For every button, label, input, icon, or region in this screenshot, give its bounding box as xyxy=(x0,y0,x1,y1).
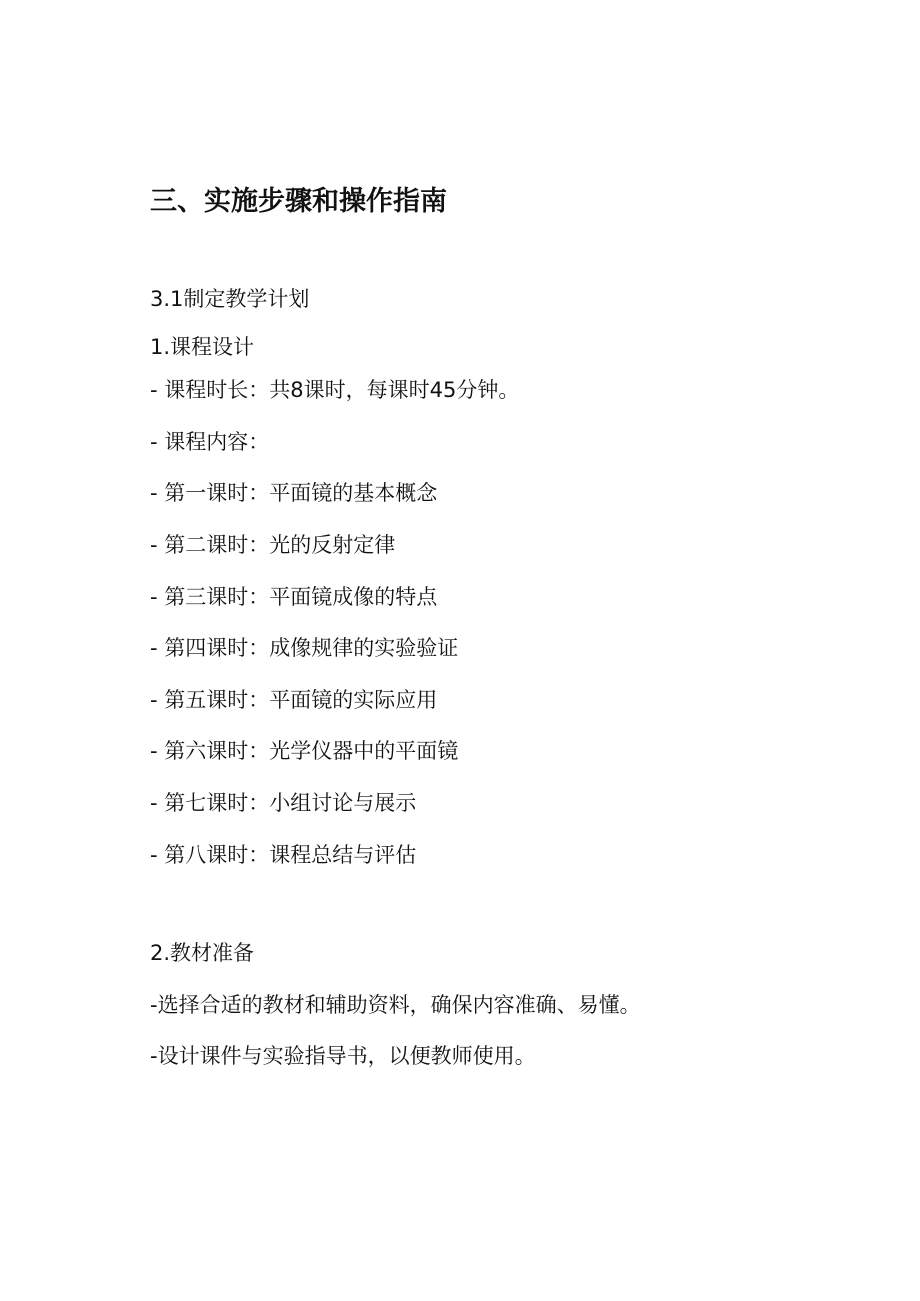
part2-heading: 2.教材准备 xyxy=(150,941,255,965)
lesson-item: - 第四课时：成像规律的实验验证 xyxy=(150,636,459,660)
lesson-item: - 第一课时：平面镜的基本概念 xyxy=(150,481,438,505)
section-title: 三、实施步骤和操作指南 xyxy=(150,186,447,217)
course-content-label: - 课程内容： xyxy=(150,430,270,454)
materials-item: -选择合适的教材和辅助资料，确保内容准确、易懂。 xyxy=(150,993,641,1017)
lesson-item: - 第二课时：光的反射定律 xyxy=(150,533,396,557)
lesson-item: - 第六课时：光学仪器中的平面镜 xyxy=(150,739,459,763)
subsection-title: 3.1制定教学计划 xyxy=(150,287,310,311)
part1-heading: 1.课程设计 xyxy=(150,335,255,359)
materials-item: -设计课件与实验指导书，以便教师使用。 xyxy=(150,1044,536,1068)
lesson-item: - 第八课时：课程总结与评估 xyxy=(150,843,417,867)
course-duration: - 课程时长：共8课时，每课时45分钟。 xyxy=(150,378,520,402)
lesson-item: - 第三课时：平面镜成像的特点 xyxy=(150,585,438,609)
lesson-item: - 第五课时：平面镜的实际应用 xyxy=(150,688,438,712)
lesson-item: - 第七课时：小组讨论与展示 xyxy=(150,791,417,815)
